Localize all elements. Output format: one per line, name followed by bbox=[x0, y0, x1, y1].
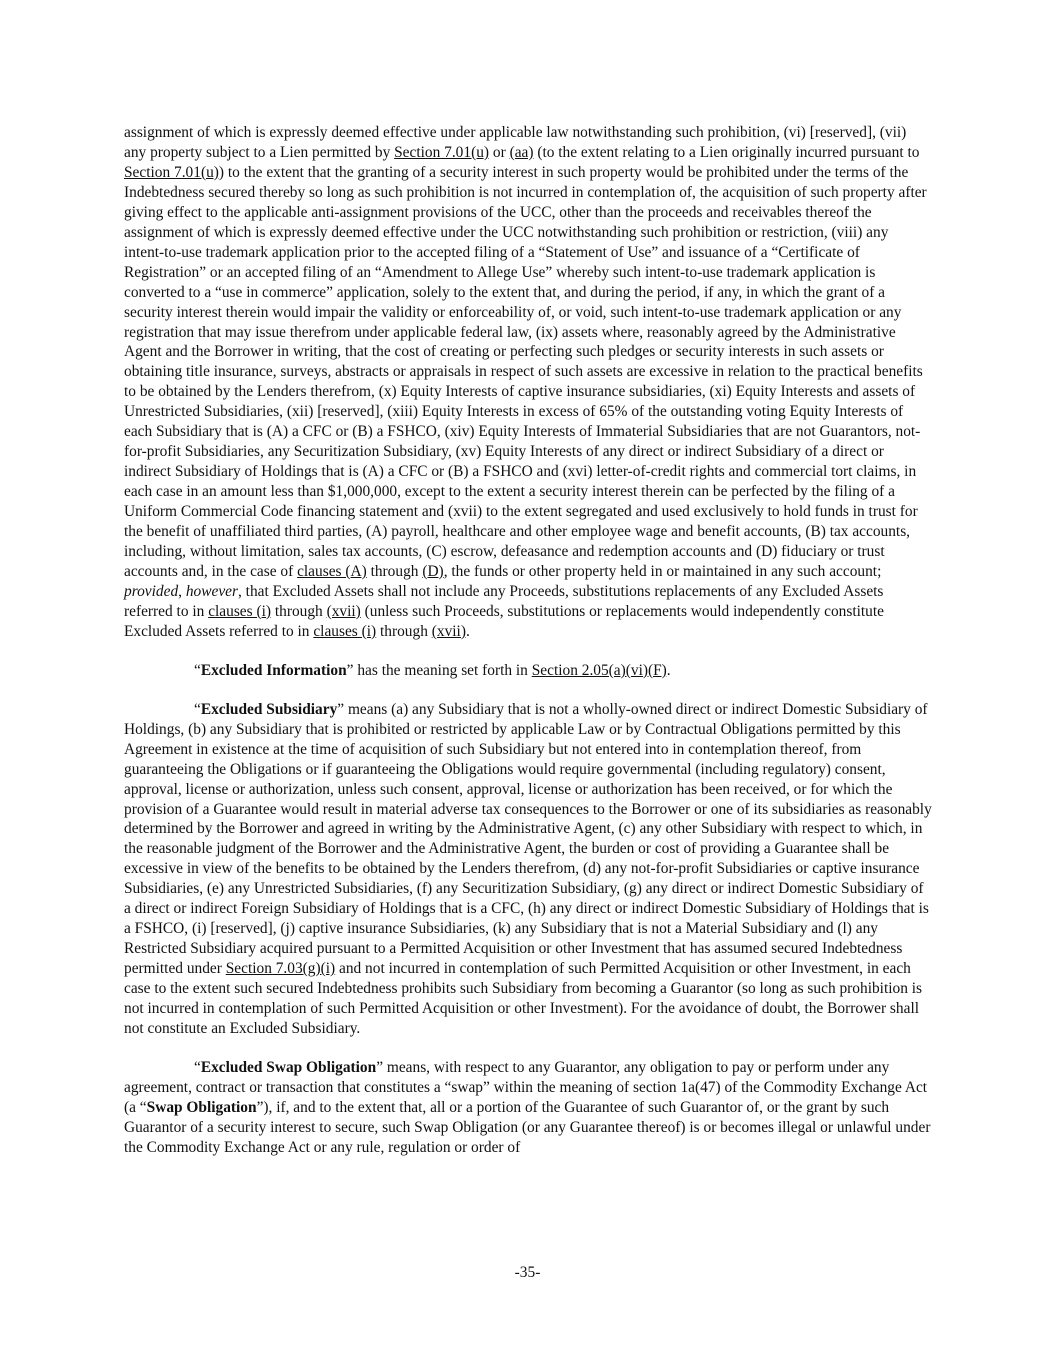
text-run: ” means, with respect to any Guarantor, any obligation to pay or perform under any agreement, contract or transaction that constitutes a “swap” within the meaning of section 1a(47) of the Commodity Exchange Act (a “ bbox=[124, 1058, 928, 1116]
paragraph-excluded-assets-continued bbox=[124, 123, 932, 642]
text-run: . bbox=[666, 661, 671, 679]
text-run: ” means (a) any Subsidiary that is not a wholly-owned direct or indirect Domestic Subsidiary of Holdings, (b) any Subsidiary that is prohibited or restricted by applicable Law or by Contractual Obligations permitted by this Agreement in existence at the time of acquisition of such Subsidiary but not entered into in contemplation thereof, from guaranteeing the Obligations or if guaranteeing the Obligations would require governmental (including regulatory) consent, approval, license or authorization, unless such consent, approval, license or authorization has been received, or for which the provision of a Guarantee would result in material adverse tax consequences to the Borrower or one of its subsidiaries as reasonably determined by the Borrower and agreed in writing by the Administrative Agent, (c) any other Subsidiary with respect to which, in the reasonable judgment of the Borrower and the Administrative Agent, the burden or cost of providing a Guarantee shall be excessive in view of the benefits to be obtained by the Lenders therefrom, (d) any not-for-profit Subsidiaries or captive insurance Subsidiaries, (e) any Unrestricted Subsidiaries, (f) any Securitization Subsidiary, (g) any direct or indirect Domestic Subsidiary of a direct or indirect Foreign Subsidiary of Holdings that is a CFC, (h) any direct or indirect Domestic Subsidiary of Holdings that is a FSHCO, (i) [reserved], (j) captive insurance Subsidiaries, (k) any Subsidiary that is not a Material Subsidiary and (l) any Restricted Subsidiary acquired pursuant to a Permitted Acquisition or other Investment that has assumed secured Indebtedness permitted under bbox=[124, 700, 932, 978]
cross-reference: (xvii) bbox=[431, 622, 466, 640]
text-run: through bbox=[376, 622, 432, 640]
text-run: assignment of which is expressly deemed effective under applicable law notwithstanding such prohibition, (vi) [reserved], (vii) any property subject to a Lien permitted by bbox=[124, 124, 907, 161]
paragraph-excluded-subsidiary bbox=[124, 700, 932, 1039]
text-run: , bbox=[178, 582, 186, 600]
text-run: through bbox=[366, 562, 423, 580]
cross-reference: clauses (i) bbox=[313, 622, 377, 640]
cross-reference: (aa) bbox=[509, 143, 534, 161]
defined-term: Excluded Information bbox=[200, 661, 347, 679]
cross-reference: clauses (A) bbox=[297, 562, 367, 580]
text-run: . bbox=[465, 622, 470, 640]
text-run: “ bbox=[194, 700, 201, 718]
text-run: , the funds or other property held in or maintained in any such account; bbox=[443, 562, 882, 580]
cross-reference: (xvii) bbox=[326, 602, 361, 620]
text-run: (unless such Proceeds, substitutions or replacements would independently constitute Excluded Assets referred to in bbox=[124, 602, 884, 640]
text-run: “ bbox=[194, 1058, 201, 1076]
text-run: ”), if, and to the extent that, all or a portion of the Guarantee of such Guarantor of, or the grant by such Guarantor of a security interest to secure, such Swap Obligation (or any Guarantee thereof) is or becomes illegal or unlawful under the Commodity Exchange Act or any rule, regulation or order of bbox=[124, 1098, 931, 1156]
emphasis-text: provided bbox=[124, 582, 179, 600]
text-run: and not incurred in contemplation of such Permitted Acquisition or other Investment, in each case to the extent such secured Indebtedness prohibits such Subsidiary from becoming a Guarantor (so long as such prohibition is not incurred in contemplation of such Permitted Acquisition or other Investment). For the avoidance of doubt, the Borrower shall not constitute an Excluded Subsidiary. bbox=[124, 960, 922, 1037]
emphasis-text: however bbox=[185, 582, 238, 600]
text-run: (to the extent relating to a Lien originally incurred pursuant to bbox=[533, 143, 920, 161]
paragraph-excluded-information bbox=[124, 661, 932, 681]
document-page bbox=[124, 123, 932, 1158]
text-run: ) to the extent that the granting of a security interest in such property would be prohibited under the terms of the Indebtedness secured thereby so long as such prohibition is not incurred in contemplation of, the acquisition of such property after giving effect to the applicable anti-assignment provisions of the UCC, other than the proceeds and receivables thereof the assignment of which is expressly deemed effective under the UCC notwithstanding such prohibition or restriction, (viii) any intent-to-use trademark application prior to the accepted filing of a “Statement of Use” and issuance of a “Certificate of Registration” or an accepted filing of an “Amendment to Allege Use” whereby such intent-to-use trademark application is converted to a “use in commerce” application, solely to the extent that, and during the period, if any, in which the grant of a security interest therein would impair the validity or enforceability of, or void, such intent-to-use trademark application or any registration that may issue therefrom under applicable federal law, (ix) assets where, reasonably agreed by the Administrative Agent and the Borrower in writing, that the cost of creating or perfecting such pledges or security interests in such assets or obtaining title insurance, surveys, abstracts or appraisals in respect of such assets are excessive in relation to the practical benefits to be obtained by the Lenders therefrom, (x) Equity Interests of captive insurance subsidiaries, (xi) Equity Interests and assets of Unrestricted Subsidiaries, (xii) [reserved], (xiii) Equity Interests in excess of 65% of the outstanding voting Equity Interests of each Subsidiary that is (A) a CFC or (B) a FSHCO, (xiv) Equity Interests of Immaterial Subsidiaries that are not Guarantors, not-for-profit Subsidiaries, any Securitization Subsidiary, (xv) Equity Interests of any direct or indirect Subsidiary of a direct or indirect Subsidiary of Holdings that is (A) a CFC or (B) a FSHCO and (xvi) letter-of-credit rights and commercial tort claims, in each case in an amount less than $1,000,000, except to the extent a security interest therein can be perfected by the filing of a Uniform Commercial Code financing statement and (xvii) to the extent segregated and used exclusively to hold funds in trust for the benefit of unaffiliated third parties, (A) payroll, healthcare and other employee wage and benefit accounts, (B) tax accounts, including, without limitation, sales tax accounts, (C) escrow, defeasance and redemption accounts and (D) fiduciary or trust accounts and, in the case of bbox=[124, 163, 927, 580]
text-run: ” has the meaning set forth in bbox=[346, 661, 532, 679]
cross-reference: Section 7.03(g)(i) bbox=[225, 960, 336, 978]
defined-term: Swap Obligation bbox=[146, 1098, 257, 1116]
paragraph-excluded-swap-obligation bbox=[124, 1058, 932, 1158]
cross-reference: (D) bbox=[422, 562, 444, 580]
text-run: through bbox=[271, 602, 327, 620]
text-run: or bbox=[489, 143, 510, 161]
text-run: “ bbox=[194, 661, 201, 679]
defined-term: Excluded Swap Obligation bbox=[200, 1058, 377, 1076]
cross-reference: Section 7.01(u) bbox=[124, 163, 219, 181]
cross-reference: clauses (i) bbox=[208, 602, 272, 620]
cross-reference: Section 7.01(u) bbox=[394, 143, 490, 161]
text-run: , that Excluded Assets shall not include any Proceeds, substitutions replacements of any Excluded Assets referred to in bbox=[124, 582, 884, 620]
cross-reference: Section 2.05(a)(vi)(F) bbox=[531, 661, 667, 679]
page-number: -35- bbox=[514, 1264, 541, 1281]
defined-term: Excluded Subsidiary bbox=[200, 700, 338, 718]
